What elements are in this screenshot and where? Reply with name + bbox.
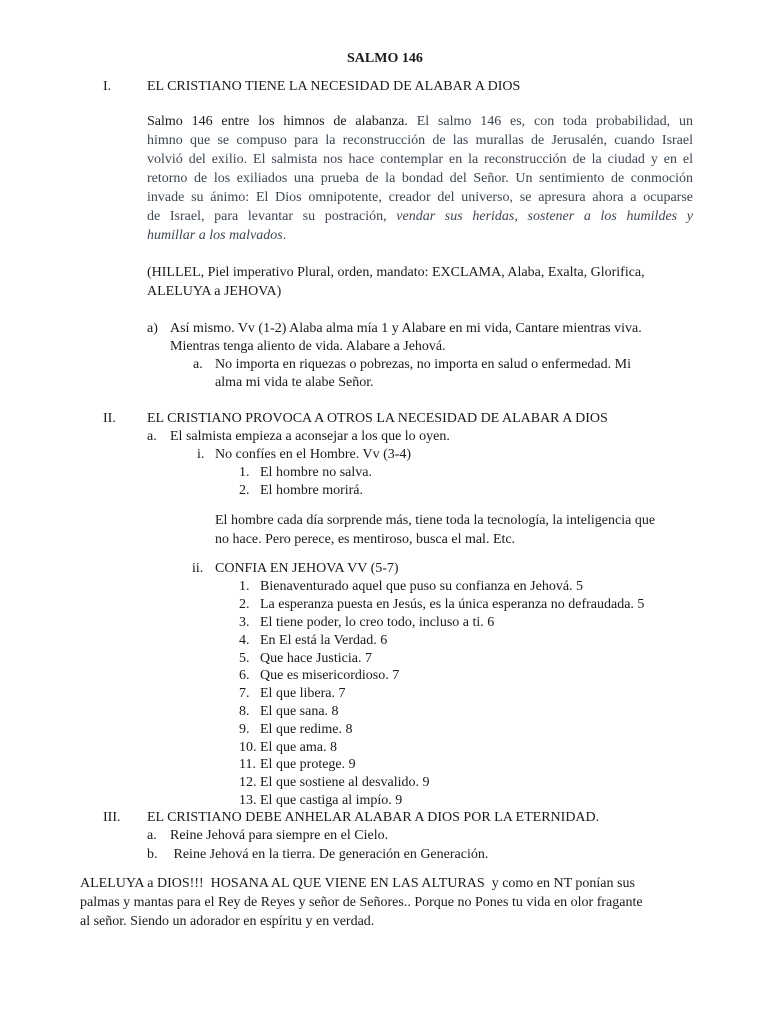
list-item-text: El que protege. 9: [260, 757, 356, 772]
page-title: SALMO 146: [347, 51, 423, 66]
list-item-text: El tiene poder, lo creo todo, incluso a ti. 6: [260, 615, 495, 630]
section-numeral: III.: [103, 810, 121, 825]
list-marker: 8.: [239, 704, 250, 719]
list-item-text: La esperanza puesta en Jesús, es la única esperanza no defraudada. 5: [260, 597, 645, 612]
list-item-text: En El está la Verdad. 6: [260, 633, 388, 648]
list-marker: 9.: [239, 722, 250, 737]
list-marker: ii.: [192, 561, 204, 576]
section-heading: EL CRISTIANO DEBE ANHELAR ALABAR A DIOS POR LA ETERNIDAD.: [147, 810, 600, 825]
list-item-text: CONFIA EN JEHOVA VV (5-7): [215, 561, 399, 576]
paragraph-line: de Israel, para levantar su postración, vendar sus heridas, sostener a los humildes y: [147, 209, 693, 224]
list-marker: 10.: [239, 740, 257, 755]
section-numeral: I.: [103, 79, 112, 94]
paragraph-line: invade su ánimo: El Dios omnipotente, creador del universo, se apresura ahora a ocuparse: [147, 190, 693, 205]
closing-line: palmas y mantas para el Rey de Reyes y señor de Señores.. Porque no Pones tu vida en olor fragante: [80, 895, 643, 910]
list-item-text: El salmista empieza a aconsejar a los que lo oyen.: [170, 429, 450, 444]
list-item-text: Que hace Justicia. 7: [260, 651, 372, 666]
list-marker: 2.: [239, 483, 250, 498]
list-item-text: El que libera. 7: [260, 686, 346, 701]
list-marker: a.: [147, 429, 157, 444]
list-item-text: Así mismo. Vv (1-2) Alaba alma mía 1 y Alabare en mi vida, Cantare mientras viva.: [170, 321, 642, 336]
list-item-text: El que castiga al impío. 9: [260, 793, 403, 808]
hillel-note-line: ALELUYA a JEHOVA): [147, 284, 282, 299]
list-marker: a.: [193, 357, 203, 372]
paragraph-line: himno que se compuso para la reconstrucción de las murallas de Jerusalén, cuando Israel: [147, 133, 693, 148]
note-line: no hace. Pero perece, es mentiroso, busca el mal. Etc.: [215, 532, 516, 547]
list-item-text: El que ama. 8: [260, 740, 337, 755]
list-item-text: alma mi vida te alabe Señor.: [215, 375, 374, 390]
list-marker: 1.: [239, 579, 250, 594]
list-item-text: Que es misericordioso. 7: [260, 668, 400, 683]
paragraph-line: Salmo 146 entre los himnos de alabanza. El salmo 146 es, con toda probabilidad, un: [147, 114, 693, 129]
list-marker: 12.: [239, 775, 257, 790]
list-item-text: Bienaventurado aquel que puso su confianza en Jehová. 5: [260, 579, 584, 594]
list-item-text: El hombre no salva.: [260, 465, 372, 480]
list-item-text: Mientras tenga aliento de vida. Alabare a Jehová.: [170, 339, 446, 354]
list-marker: 6.: [239, 668, 250, 683]
list-marker: 7.: [239, 686, 250, 701]
list-marker: a.: [147, 828, 157, 843]
list-item-text: Reine Jehová en la tierra. De generación en Generación.: [170, 847, 489, 862]
closing-line: al señor. Siendo un adorador en espíritu y en verdad.: [80, 914, 375, 929]
list-marker: 2.: [239, 597, 250, 612]
hillel-note-line: (HILLEL, Piel imperativo Plural, orden, mandato: EXCLAMA, Alaba, Exalta, Glorifica,: [147, 265, 645, 280]
list-item-text: El hombre morirá.: [260, 483, 364, 498]
note-line: El hombre cada día sorprende más, tiene toda la tecnología, la inteligencia que: [215, 513, 656, 528]
list-marker: a): [147, 321, 158, 336]
list-item-text: El que sostiene al desvalido. 9: [260, 775, 430, 790]
paragraph-line: humillar a los malvados.: [147, 228, 287, 243]
section-heading: EL CRISTIANO PROVOCA A OTROS LA NECESIDAD DE ALABAR A DIOS: [147, 411, 608, 426]
list-item-text: No importa en riquezas o pobrezas, no importa en salud o enfermedad. Mi: [215, 357, 631, 372]
list-marker: 4.: [239, 633, 250, 648]
list-item-text: No confíes en el Hombre. Vv (3-4): [215, 447, 412, 462]
section-heading: EL CRISTIANO TIENE LA NECESIDAD DE ALABAR A DIOS: [147, 79, 521, 94]
list-marker: 5.: [239, 651, 250, 666]
list-item-text: Reine Jehová para siempre en el Cielo.: [170, 828, 389, 843]
list-marker: i.: [197, 447, 205, 462]
list-marker: 3.: [239, 615, 250, 630]
list-marker: 13.: [239, 793, 257, 808]
list-marker: b.: [147, 847, 158, 862]
paragraph-line: volvió del exilio. El salmista nos hace contemplar en la reconstrucción de la ciudad y en el: [147, 152, 693, 167]
paragraph-line: retorno de los exiliados una prueba de la bondad del Señor. Un sentimiento de conmoción: [147, 171, 693, 186]
list-item-text: El que redime. 8: [260, 722, 353, 737]
list-marker: 1.: [239, 465, 250, 480]
list-item-text: El que sana. 8: [260, 704, 339, 719]
section-numeral: II.: [103, 411, 116, 426]
closing-line: ALELUYA a DIOS!!! HOSANA AL QUE VIENE EN LAS ALTURAS y como en NT ponían sus: [80, 876, 635, 891]
list-marker: 11.: [239, 757, 256, 772]
